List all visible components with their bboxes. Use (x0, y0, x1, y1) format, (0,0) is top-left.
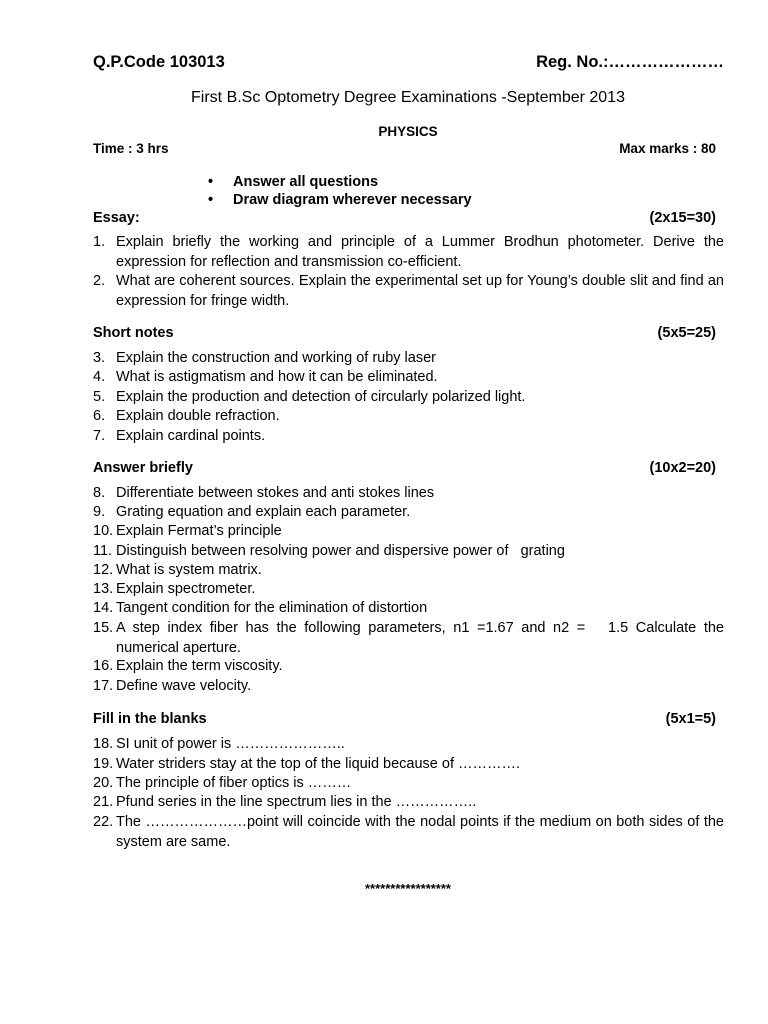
question-number: 16. (93, 658, 114, 674)
max-marks: Max marks : 80 (619, 141, 716, 156)
question-number: 11. (93, 543, 113, 559)
question-item (93, 272, 724, 312)
question-item (93, 619, 729, 659)
question-text: The principle of fiber optics is ……… (116, 775, 352, 791)
question-item (93, 813, 724, 853)
question-item (93, 774, 724, 794)
question-item (93, 657, 724, 677)
question-text: Distinguish between resolving power and dispersive power of grating (116, 543, 565, 559)
question-text: Water striders stay at the top of the liquid because of …………. (116, 756, 521, 772)
question-item (93, 677, 724, 697)
question-text: Grating equation and explain each parameter. (116, 504, 411, 520)
question-item (93, 522, 724, 542)
question-item (93, 580, 724, 600)
question-item (93, 755, 724, 775)
question-text: Tangent condition for the elimination of distortion (116, 600, 428, 616)
question-text: A step index fiber has the following parameters, n1 =1.67 and n2 = 1.5 Calculate the numerical aperture. (116, 620, 729, 656)
question-item (93, 368, 724, 388)
question-number: 15. (93, 620, 114, 636)
subject-title: PHYSICS (378, 124, 438, 139)
question-item (93, 793, 724, 813)
section-title-fill-blanks: Fill in the blanks (93, 711, 207, 727)
question-number: 20. (93, 775, 114, 791)
instruction-text: Draw diagram wherever necessary (233, 192, 472, 208)
question-number: 13. (93, 581, 114, 597)
instruction-text: Answer all questions (233, 174, 379, 190)
question-text: What is astigmatism and how it can be eliminated. (116, 369, 438, 385)
question-number: 17. (93, 678, 114, 694)
end-marker: ***************** (364, 881, 451, 896)
question-item (93, 503, 724, 523)
question-text: Explain the term viscosity. (116, 658, 283, 674)
question-number: 6. (93, 408, 106, 424)
question-item (93, 542, 724, 562)
section-title-answer-briefly: Answer briefly (93, 460, 193, 476)
section-marks-fill-blanks: (5x1=5) (665, 711, 716, 727)
section-title-essay: Essay: (93, 210, 140, 226)
question-number: 5. (93, 389, 106, 405)
question-text: Explain Fermat’s principle (116, 523, 282, 539)
question-text: SI unit of power is ………………….. (116, 736, 345, 752)
question-item (93, 349, 724, 369)
reg-no: Reg. No.:………………… (536, 53, 724, 71)
question-text: The …………………point will coincide with the nodal points if the medium on both sides of the system are same. (116, 814, 724, 850)
question-text: Explain the construction and working of ruby laser (116, 350, 436, 366)
question-item (93, 735, 724, 755)
question-text: Explain briefly the working and principle of a Lummer Brodhun photometer. Derive the expression for reflection and transmission co-efficient. (116, 234, 724, 270)
exam-title: First B.Sc Optometry Degree Examinations -September 2013 (191, 89, 625, 106)
qp-code: Q.P.Code 103013 (93, 53, 225, 71)
question-item (93, 484, 724, 504)
question-item (93, 407, 724, 427)
question-number: 21. (93, 794, 114, 810)
section-marks-answer-briefly: (10x2=20) (649, 460, 716, 476)
question-number: 12. (93, 562, 114, 578)
bullet-icon: • (208, 192, 214, 208)
question-text: Explain spectrometer. (116, 581, 256, 597)
question-number: 2. (93, 273, 106, 289)
question-text: Explain the production and detection of circularly polarized light. (116, 389, 526, 405)
section-marks-essay: (2x15=30) (649, 210, 716, 226)
question-text: Differentiate between stokes and anti stokes lines (116, 485, 435, 501)
question-item (93, 427, 724, 447)
section-title-short-notes: Short notes (93, 325, 174, 341)
question-number: 1. (93, 234, 106, 250)
question-text: Pfund series in the line spectrum lies in the …………….. (116, 794, 477, 810)
question-number: 4. (93, 369, 106, 385)
question-item (93, 561, 724, 581)
question-text: What is system matrix. (116, 562, 262, 578)
question-number: 19. (93, 756, 114, 772)
question-number: 22. (93, 814, 114, 830)
question-text: Explain cardinal points. (116, 428, 266, 444)
question-text: Define wave velocity. (116, 678, 252, 694)
question-number: 18. (93, 736, 114, 752)
question-item (93, 233, 724, 273)
question-text: What are coherent sources. Explain the experimental set up for Young’s double slit and find an expression for fringe width. (116, 273, 724, 309)
time-allowed: Time : 3 hrs (93, 141, 169, 156)
question-number: 8. (93, 485, 106, 501)
question-item (93, 388, 724, 408)
question-number: 7. (93, 428, 106, 444)
question-text: Explain double refraction. (116, 408, 280, 424)
question-number: 9. (93, 504, 106, 520)
question-item (93, 599, 724, 619)
bullet-icon: • (208, 174, 214, 190)
section-marks-short-notes: (5x5=25) (657, 325, 716, 341)
question-number: 10. (93, 523, 114, 539)
question-number: 3. (93, 350, 106, 366)
question-number: 14. (93, 600, 114, 616)
